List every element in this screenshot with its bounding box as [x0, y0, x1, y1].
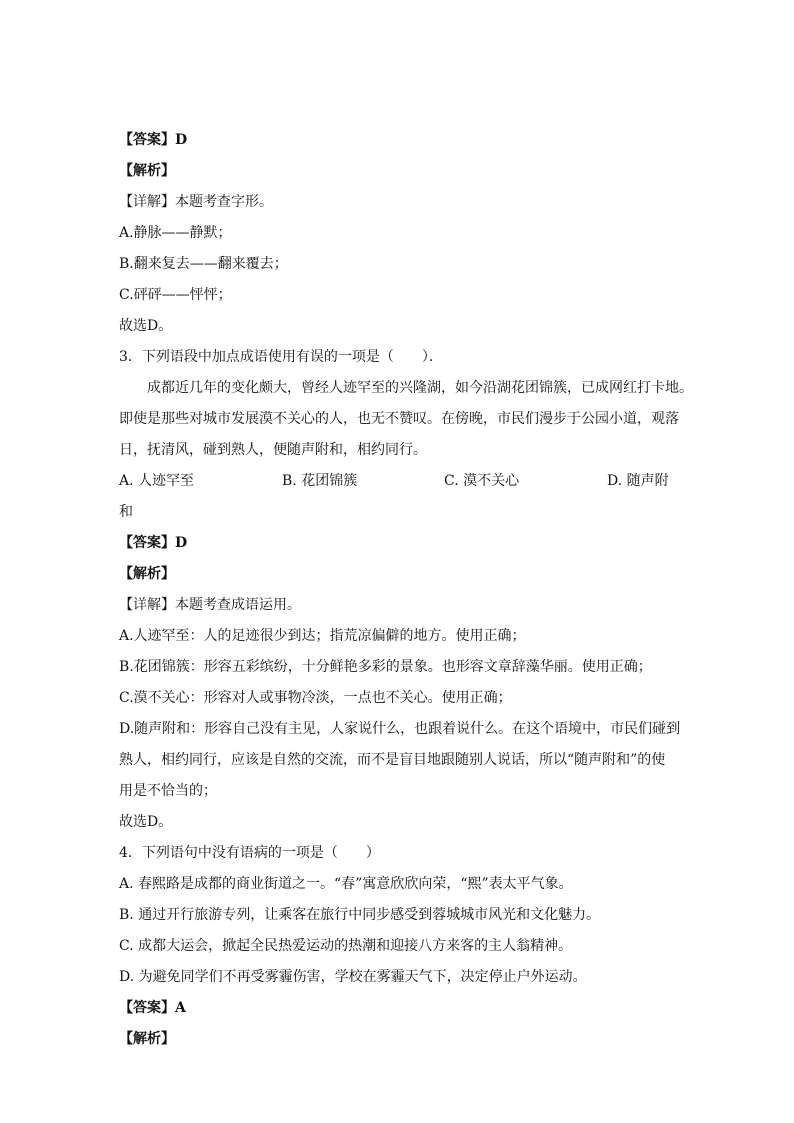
option-d: D. 随声附 — [607, 473, 669, 489]
explanation-line: 用是不恰当的； — [119, 783, 217, 799]
option-d-wrap: 和 — [119, 504, 133, 520]
option-b: B. 花团锦簇 — [282, 473, 358, 489]
analysis-label: 【解析】 — [119, 163, 175, 179]
detail-line: 【详解】本题考查字形。 — [119, 194, 273, 210]
option-a: A. 春熙路是成都的商业街道之一。“春”寓意欣欣向荣，“熙”表太平气象。 — [119, 876, 573, 892]
explanation-line: 熟人，相约同行，应该是自然的交流，而不是盲目地跟随别人说话，所以“随声附和”的使 — [119, 752, 666, 768]
answer-label: 【答案】D — [119, 535, 188, 551]
answer-label: 【答案】D — [119, 132, 188, 148]
option-a: A. 人迹罕至 — [119, 473, 195, 489]
conclusion-line: 故选D。 — [119, 318, 173, 334]
explanation-line: A.人迹罕至：人的足迹很少到达；指荒凉偏僻的地方。使用正确； — [119, 628, 526, 644]
option-b: B. 通过开行旅游专列，让乘客在旅行中同步感受到蓉城城市风光和文化魅力。 — [119, 907, 601, 923]
option-c: C. 成都大运会，掀起全民热爱运动的热潮和迎接八方来客的主人翁精神。 — [119, 938, 573, 954]
explanation-line: D.随声附和：形容自己没有主见，人家说什么，也跟着说什么。在这个语境中，市民们碰到 — [119, 721, 681, 737]
question-3-options — [119, 472, 679, 490]
conclusion-line: 故选D。 — [119, 814, 173, 830]
answer-label: 【答案】A — [119, 1000, 186, 1016]
question-4-stem: 4．下列语句中没有语病的一项是（ ） — [119, 845, 380, 861]
explanation-line: A.静脉——静默； — [119, 225, 232, 241]
explanation-line: B.翻来复去——翻来覆去； — [119, 256, 288, 272]
analysis-label: 【解析】 — [119, 566, 175, 582]
passage-line: 成都近几年的变化颇大，曾经人迹罕至的兴隆湖，如今沿湖花团锦簇，已成网红打卡地。 — [147, 380, 693, 396]
question-3-stem: 3．下列语段中加点成语使用有误的一项是（ ）． — [119, 349, 443, 365]
explanation-line: C.漠不关心：形容对人或事物冷淡，一点也不关心。使用正确； — [119, 690, 512, 706]
passage-line: 日，抚清风，碰到熟人，便随声附和，相约同行。 — [119, 442, 427, 458]
passage-line: 即使是那些对城市发展漠不关心的人，也无不赞叹。在傍晚，市民们漫步于公园小道，观落 — [119, 411, 679, 427]
explanation-line: C.砰砰——怦怦； — [119, 287, 232, 303]
option-d: D. 为避免同学们不再受雾霾伤害，学校在雾霾天气下，决定停止户外运动。 — [119, 969, 587, 985]
analysis-label: 【解析】 — [119, 1031, 175, 1047]
option-c: C. 漠不关心 — [444, 473, 520, 489]
detail-line: 【详解】本题考查成语运用。 — [119, 597, 301, 613]
explanation-line: B.花团锦簇：形容五彩缤纷，十分鲜艳多彩的景象。也形容文章辞藻华丽。使用正确； — [119, 659, 652, 675]
